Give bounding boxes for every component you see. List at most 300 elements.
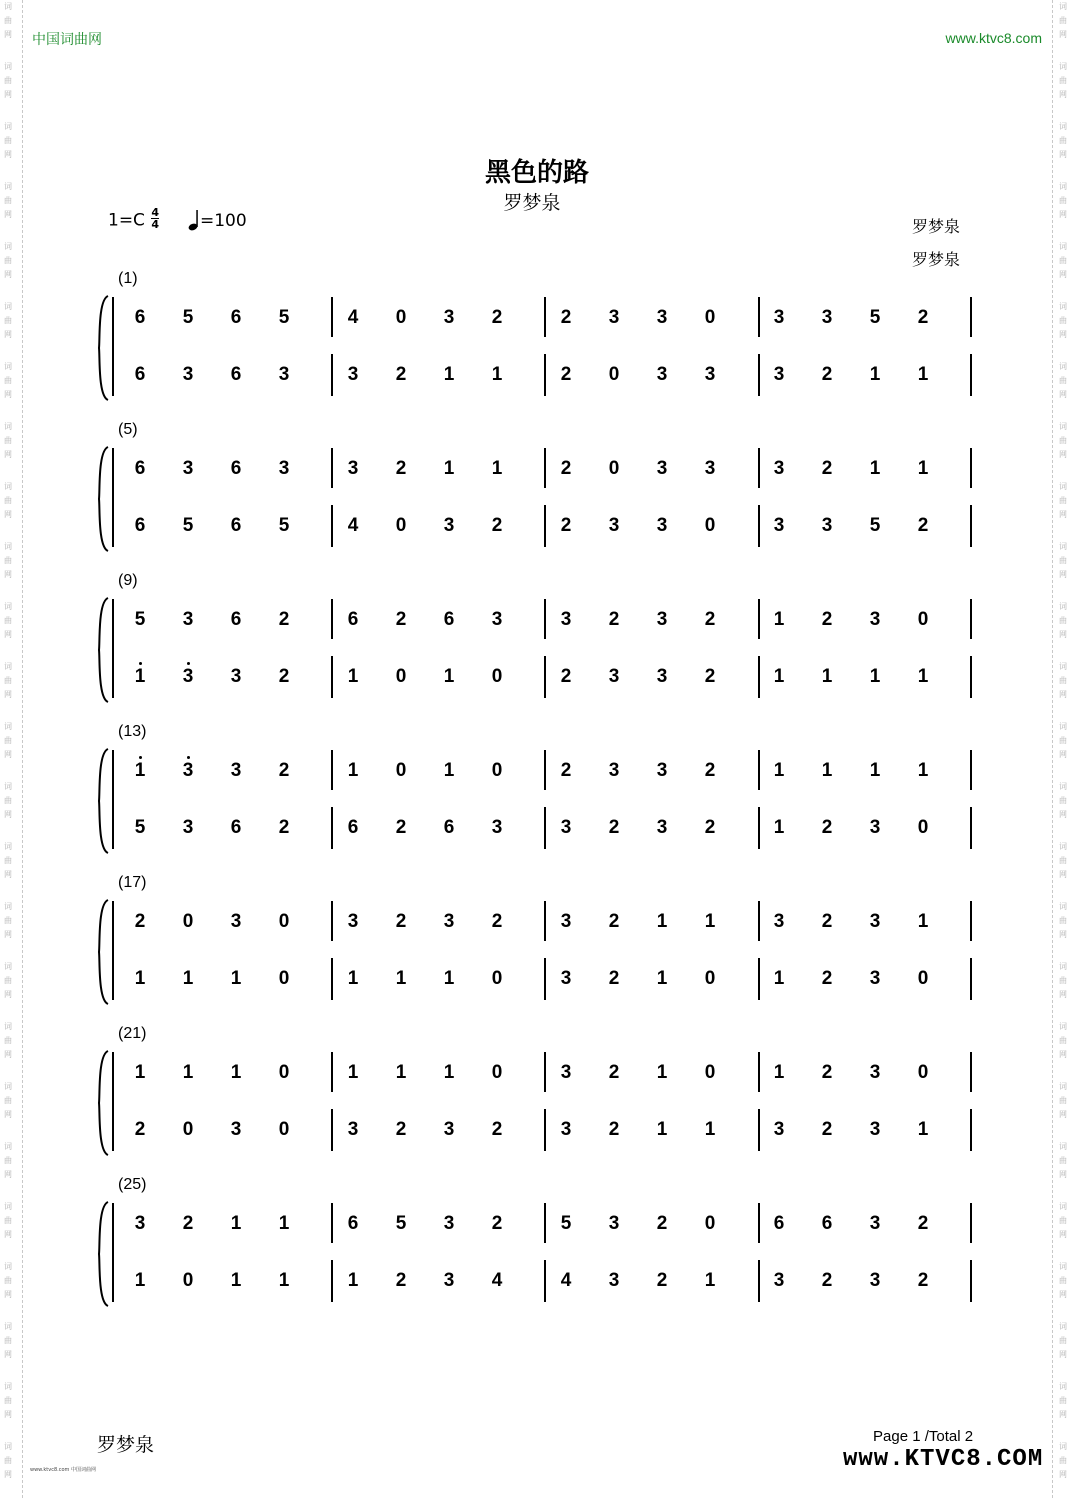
score-system — [0, 874, 1074, 1014]
lower-note: 1 — [656, 1119, 668, 1140]
upper-note: 3 — [443, 307, 455, 328]
upper-note: 1 — [347, 1062, 359, 1083]
upper-note: 3 — [347, 458, 359, 479]
watermark-char: 词 — [4, 2, 12, 11]
upper-note: 2 — [608, 911, 620, 932]
bar-line — [331, 1052, 333, 1092]
upper-note: 0 — [704, 1062, 716, 1083]
lower-note: 1 — [917, 364, 929, 385]
watermark-char: 曲 — [1059, 196, 1067, 205]
upper-note: 1 — [917, 760, 929, 781]
bar-line — [544, 1260, 546, 1302]
upper-note: 3 — [491, 609, 503, 630]
upper-note: 0 — [917, 1062, 929, 1083]
lower-note: 0 — [182, 1119, 194, 1140]
upper-note: 2 — [821, 458, 833, 479]
upper-note: 2 — [395, 911, 407, 932]
bar-line — [331, 901, 333, 941]
watermark-char: 网 — [1059, 210, 1067, 219]
lower-note: 2 — [917, 1270, 929, 1291]
watermark-char: 网 — [4, 30, 12, 39]
bar-line — [758, 1260, 760, 1302]
upper-note: 2 — [491, 911, 503, 932]
upper-note: 3 — [656, 760, 668, 781]
brace-icon — [96, 898, 112, 1006]
watermark-char: 词 — [4, 1142, 12, 1151]
upper-note: 3 — [608, 1213, 620, 1234]
watermark-char: 网 — [4, 1350, 12, 1359]
measure-number: (9) — [118, 572, 138, 589]
upper-note: 2 — [278, 760, 290, 781]
bar-line — [758, 1109, 760, 1151]
bar-line — [970, 1052, 972, 1092]
upper-note: 3 — [560, 911, 572, 932]
lower-note: 2 — [395, 364, 407, 385]
upper-note: 2 — [821, 609, 833, 630]
watermark-char: 词 — [4, 602, 12, 611]
lower-note: 0 — [182, 1270, 194, 1291]
upper-note: 2 — [821, 1062, 833, 1083]
upper-note: 6 — [443, 609, 455, 630]
upper-note: 2 — [395, 609, 407, 630]
upper-note: 3 — [134, 1213, 146, 1234]
bar-line — [758, 297, 760, 337]
bar-line — [758, 448, 760, 488]
upper-note: 0 — [278, 1062, 290, 1083]
upper-note: 3 — [869, 911, 881, 932]
lower-note: 6 — [134, 364, 146, 385]
score-system — [0, 421, 1074, 561]
upper-note: 2 — [395, 458, 407, 479]
bar-line — [331, 448, 333, 488]
lower-note: 3 — [443, 1119, 455, 1140]
upper-note: 4 — [347, 307, 359, 328]
upper-note: 0 — [917, 609, 929, 630]
watermark-char: 网 — [4, 270, 12, 279]
lower-note: 2 — [821, 817, 833, 838]
upper-note: 2 — [656, 1213, 668, 1234]
watermark-char: 网 — [1059, 1290, 1067, 1299]
upper-note: 3 — [773, 458, 785, 479]
watermark-char: 曲 — [4, 856, 12, 865]
watermark-char: 网 — [1059, 150, 1067, 159]
upper-note: 2 — [608, 609, 620, 630]
lower-note: 0 — [395, 515, 407, 536]
watermark-char: 曲 — [4, 556, 12, 565]
measure-number: (17) — [118, 874, 147, 891]
page-indicator: Page 1 /Total 2 — [873, 1428, 974, 1445]
system-left-line — [112, 750, 114, 849]
watermark-char: 网 — [4, 570, 12, 579]
watermark-char: 曲 — [1059, 676, 1067, 685]
brace-icon — [96, 445, 112, 553]
bar-line — [758, 505, 760, 547]
watermark-char: 网 — [1059, 750, 1067, 759]
measure-number: (25) — [118, 1176, 147, 1193]
time-top: 4 — [151, 206, 159, 219]
lower-note: 0 — [278, 1119, 290, 1140]
watermark-char: 曲 — [1059, 1276, 1067, 1285]
bar-line — [970, 354, 972, 396]
lower-note: 2 — [704, 817, 716, 838]
lower-note: 3 — [608, 1270, 620, 1291]
bar-line — [970, 1203, 972, 1243]
upper-note: 0 — [395, 307, 407, 328]
upper-note: 0 — [395, 760, 407, 781]
bar-line — [970, 297, 972, 337]
watermark-char: 曲 — [4, 616, 12, 625]
watermark-char: 词 — [1059, 842, 1067, 851]
watermark-char: 网 — [1059, 870, 1067, 879]
upper-note: 3 — [773, 307, 785, 328]
lower-note: 2 — [278, 666, 290, 687]
watermark-char: 曲 — [1059, 376, 1067, 385]
watermark-char: 曲 — [1059, 856, 1067, 865]
bar-line — [970, 448, 972, 488]
lower-note: 2 — [560, 364, 572, 385]
octave-dot — [139, 662, 142, 665]
lower-note: 0 — [491, 968, 503, 989]
watermark-char: 曲 — [4, 796, 12, 805]
watermark-char: 词 — [1059, 542, 1067, 551]
bar-line — [331, 1203, 333, 1243]
watermark-char: 网 — [1059, 990, 1067, 999]
bar-line — [331, 807, 333, 849]
brace-icon — [96, 596, 112, 704]
upper-note: 6 — [134, 307, 146, 328]
upper-note: 3 — [347, 911, 359, 932]
lower-note: 1 — [134, 666, 146, 687]
score-system — [0, 723, 1074, 863]
lower-note: 1 — [347, 1270, 359, 1291]
bar-line — [970, 505, 972, 547]
upper-note: 2 — [560, 760, 572, 781]
watermark-char: 词 — [4, 1382, 12, 1391]
upper-note: 2 — [704, 609, 716, 630]
watermark-char: 曲 — [1059, 316, 1067, 325]
watermark-char: 曲 — [1059, 436, 1067, 445]
watermark-char: 曲 — [1059, 1456, 1067, 1465]
upper-note: 3 — [560, 1062, 572, 1083]
bar-line — [331, 599, 333, 639]
bar-line — [970, 958, 972, 1000]
octave-dot — [187, 662, 190, 665]
lower-note: 3 — [869, 968, 881, 989]
lower-note: 3 — [773, 364, 785, 385]
watermark-char: 词 — [1059, 1022, 1067, 1031]
lower-note: 0 — [278, 968, 290, 989]
upper-note: 1 — [230, 1062, 242, 1083]
lower-note: 1 — [230, 968, 242, 989]
upper-note: 3 — [656, 458, 668, 479]
site-url-right[interactable]: www.ktvc8.com — [945, 30, 1042, 46]
song-subtitle: 罗梦泉 — [503, 192, 561, 214]
lower-note: 2 — [821, 1270, 833, 1291]
lower-note: 6 — [230, 817, 242, 838]
watermark-char: 词 — [1059, 182, 1067, 191]
bar-line — [970, 901, 972, 941]
upper-note: 3 — [230, 911, 242, 932]
score-system — [0, 1025, 1074, 1165]
lower-note: 5 — [134, 817, 146, 838]
bar-line — [758, 750, 760, 790]
watermark-char: 网 — [1059, 30, 1067, 39]
lower-note: 4 — [347, 515, 359, 536]
lower-note: 3 — [869, 817, 881, 838]
key-text: 1=C — [108, 210, 145, 231]
upper-note: 1 — [134, 1062, 146, 1083]
watermark-char: 网 — [1059, 1110, 1067, 1119]
watermark-char: 曲 — [4, 496, 12, 505]
watermark-char: 曲 — [1059, 76, 1067, 85]
watermark-char: 网 — [1059, 1230, 1067, 1239]
lower-note: 1 — [869, 666, 881, 687]
lower-note: 4 — [560, 1270, 572, 1291]
upper-note: 5 — [395, 1213, 407, 1234]
upper-note: 1 — [773, 760, 785, 781]
brace-icon — [96, 294, 112, 402]
upper-note: 1 — [347, 760, 359, 781]
upper-note: 5 — [134, 609, 146, 630]
watermark-char: 词 — [4, 362, 12, 371]
bar-line — [331, 354, 333, 396]
lower-note: 3 — [182, 817, 194, 838]
lower-note: 2 — [608, 1119, 620, 1140]
watermark-char: 词 — [1059, 302, 1067, 311]
watermark-char: 曲 — [4, 1156, 12, 1165]
upper-note: 1 — [917, 911, 929, 932]
bar-line — [758, 599, 760, 639]
quarter-note-icon — [188, 209, 200, 231]
watermark-char: 网 — [4, 450, 12, 459]
watermark-char: 曲 — [1059, 1096, 1067, 1105]
watermark-char: 网 — [4, 1230, 12, 1239]
brace-icon — [96, 1049, 112, 1157]
upper-note: 3 — [443, 1213, 455, 1234]
bar-line — [970, 1260, 972, 1302]
upper-note: 2 — [704, 760, 716, 781]
upper-note: 2 — [917, 1213, 929, 1234]
lower-note: 3 — [182, 364, 194, 385]
lower-note: 1 — [821, 666, 833, 687]
bar-line — [970, 599, 972, 639]
lower-note: 1 — [230, 1270, 242, 1291]
watermark-char: 词 — [4, 1082, 12, 1091]
lower-note: 3 — [230, 1119, 242, 1140]
upper-note: 0 — [704, 1213, 716, 1234]
lower-note: 3 — [773, 1119, 785, 1140]
bar-line — [544, 958, 546, 1000]
watermark-char: 曲 — [4, 1096, 12, 1105]
lower-note: 0 — [704, 515, 716, 536]
upper-note: 1 — [821, 760, 833, 781]
watermark-char: 曲 — [4, 676, 12, 685]
lower-note: 3 — [656, 515, 668, 536]
upper-note: 3 — [821, 307, 833, 328]
watermark-char: 网 — [1059, 1350, 1067, 1359]
lower-note: 1 — [656, 968, 668, 989]
lower-note: 1 — [917, 1119, 929, 1140]
watermark-char: 词 — [1059, 602, 1067, 611]
lower-note: 2 — [608, 968, 620, 989]
watermark-char: 网 — [1059, 1410, 1067, 1419]
upper-note: 6 — [347, 1213, 359, 1234]
watermark-char: 网 — [4, 150, 12, 159]
upper-note: 5 — [182, 307, 194, 328]
upper-note: 1 — [491, 458, 503, 479]
watermark-char: 曲 — [1059, 256, 1067, 265]
time-bottom: 4 — [151, 218, 159, 231]
score-system — [0, 270, 1074, 410]
lower-note: 3 — [443, 515, 455, 536]
upper-note: 5 — [869, 307, 881, 328]
lower-note: 2 — [395, 817, 407, 838]
upper-note: 0 — [608, 458, 620, 479]
watermark-char: 曲 — [1059, 976, 1067, 985]
watermark-char: 网 — [1059, 570, 1067, 579]
upper-note: 2 — [560, 458, 572, 479]
lower-note: 0 — [395, 666, 407, 687]
watermark-char: 词 — [1059, 1202, 1067, 1211]
upper-note: 3 — [182, 458, 194, 479]
watermark-char: 词 — [1059, 1082, 1067, 1091]
bar-line — [544, 656, 546, 698]
lower-note: 2 — [491, 515, 503, 536]
lower-note: 5 — [869, 515, 881, 536]
upper-note: 6 — [230, 609, 242, 630]
bar-line — [544, 505, 546, 547]
watermark-char: 网 — [4, 510, 12, 519]
upper-note: 1 — [656, 1062, 668, 1083]
song-title: 黑色的路 — [484, 158, 589, 188]
upper-note: 3 — [230, 760, 242, 781]
time-signature — [151, 207, 159, 230]
site-name-left[interactable]: 中国词曲网 — [32, 32, 102, 48]
upper-note: 2 — [821, 911, 833, 932]
bar-line — [758, 354, 760, 396]
watermark-char: 网 — [1059, 390, 1067, 399]
bar-line — [331, 297, 333, 337]
watermark-char: 词 — [4, 1442, 12, 1451]
lyricist: 罗梦泉 — [912, 217, 961, 236]
watermark-char: 曲 — [4, 1336, 12, 1345]
lower-note: 6 — [230, 364, 242, 385]
watermark-char: 曲 — [1059, 1336, 1067, 1345]
watermark-char: 曲 — [1059, 1216, 1067, 1225]
upper-note: 1 — [443, 760, 455, 781]
watermark-char: 词 — [4, 1262, 12, 1271]
lower-note: 1 — [182, 968, 194, 989]
watermark-char: 曲 — [4, 436, 12, 445]
watermark-char: 曲 — [1059, 1036, 1067, 1045]
lower-note: 3 — [491, 817, 503, 838]
watermark-char: 曲 — [4, 1036, 12, 1045]
watermark-char: 网 — [1059, 90, 1067, 99]
bar-line — [758, 958, 760, 1000]
lower-note: 2 — [134, 1119, 146, 1140]
bar-line — [544, 807, 546, 849]
watermark-char: 网 — [4, 990, 12, 999]
watermark-char: 网 — [4, 690, 12, 699]
watermark-char: 网 — [4, 1110, 12, 1119]
watermark-char: 网 — [4, 330, 12, 339]
watermark-char: 网 — [4, 90, 12, 99]
lower-note: 3 — [443, 1270, 455, 1291]
upper-note: 0 — [278, 911, 290, 932]
watermark-char: 曲 — [4, 76, 12, 85]
watermark-char: 网 — [4, 750, 12, 759]
watermark-char: 词 — [1059, 62, 1067, 71]
watermark-char: 词 — [1059, 1262, 1067, 1271]
watermark-char: 词 — [4, 242, 12, 251]
upper-note: 3 — [656, 307, 668, 328]
watermark-char: 网 — [4, 630, 12, 639]
watermark-char: 网 — [1059, 930, 1067, 939]
bar-line — [544, 599, 546, 639]
watermark-char: 词 — [1059, 482, 1067, 491]
upper-note: 1 — [773, 1062, 785, 1083]
watermark-char: 曲 — [4, 376, 12, 385]
bar-line — [331, 1109, 333, 1151]
lower-note: 3 — [869, 1119, 881, 1140]
upper-note: 6 — [347, 609, 359, 630]
lower-note: 0 — [917, 968, 929, 989]
watermark-char: 词 — [1059, 1442, 1067, 1451]
lower-note: 0 — [704, 968, 716, 989]
upper-note: 5 — [278, 307, 290, 328]
watermark-char: 网 — [4, 1170, 12, 1179]
watermark-char: 曲 — [4, 916, 12, 925]
lower-note: 3 — [656, 666, 668, 687]
lower-note: 1 — [773, 968, 785, 989]
lower-note: 6 — [443, 817, 455, 838]
upper-note: 3 — [608, 760, 620, 781]
octave-dot — [187, 756, 190, 759]
upper-note: 1 — [704, 911, 716, 932]
upper-note: 6 — [134, 458, 146, 479]
lower-note: 2 — [821, 364, 833, 385]
lower-note: 1 — [917, 666, 929, 687]
lower-note: 2 — [821, 968, 833, 989]
watermark-char: 网 — [1059, 810, 1067, 819]
site-logo[interactable] — [843, 1446, 1043, 1473]
lower-note: 2 — [821, 1119, 833, 1140]
lower-note: 2 — [395, 1119, 407, 1140]
system-left-line — [112, 1052, 114, 1151]
score-system — [0, 1176, 1074, 1316]
lower-note: 3 — [656, 817, 668, 838]
bar-line — [544, 1052, 546, 1092]
lower-note: 6 — [230, 515, 242, 536]
measure-number: (21) — [118, 1025, 147, 1042]
bar-line — [758, 901, 760, 941]
lower-note: 3 — [773, 515, 785, 536]
system-left-line — [112, 901, 114, 1000]
lower-note: 2 — [608, 817, 620, 838]
watermark-char: 词 — [4, 722, 12, 731]
bar-line — [544, 354, 546, 396]
bar-line — [970, 750, 972, 790]
lower-note: 1 — [443, 364, 455, 385]
upper-note: 2 — [134, 911, 146, 932]
watermark-char: 词 — [4, 782, 12, 791]
bar-line — [544, 1203, 546, 1243]
upper-note: 3 — [773, 911, 785, 932]
watermark-char: 词 — [4, 422, 12, 431]
watermark-char: 网 — [4, 810, 12, 819]
upper-note: 0 — [182, 911, 194, 932]
watermark-char: 词 — [4, 302, 12, 311]
